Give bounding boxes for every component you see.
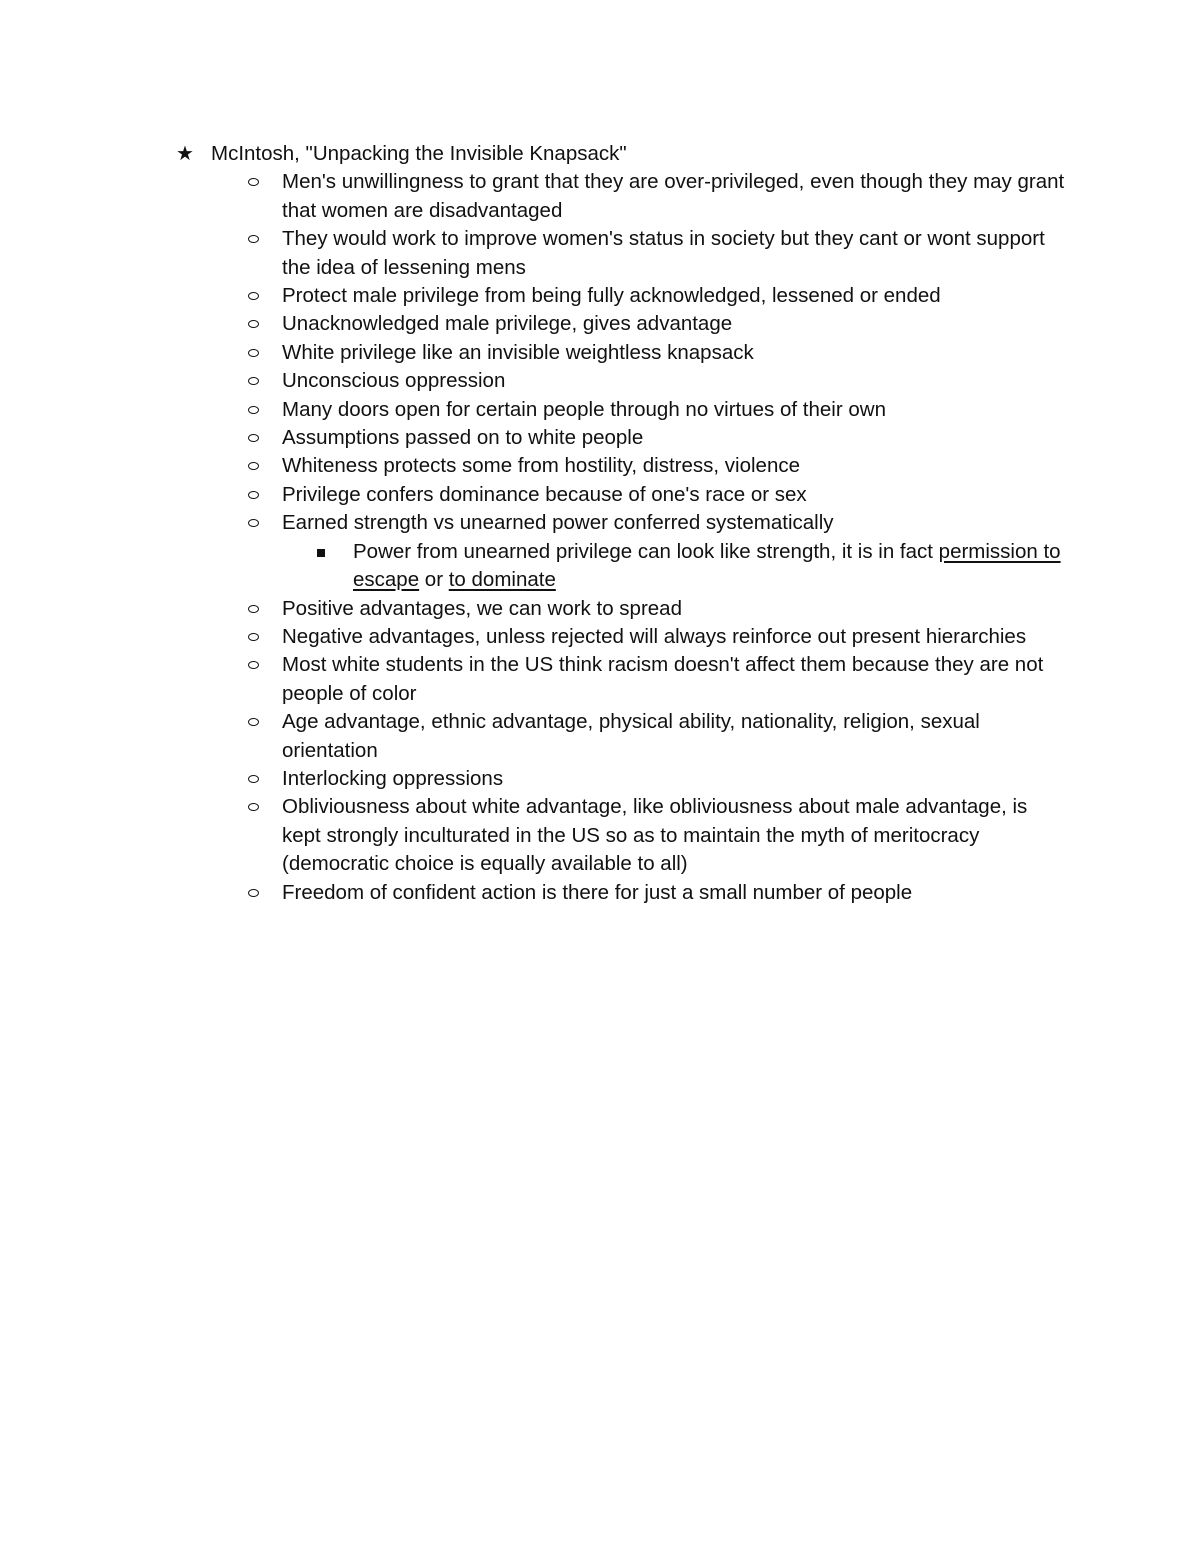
hollow-circle-icon: [248, 320, 259, 328]
hollow-circle-icon: [248, 377, 259, 385]
hollow-circle-icon: [248, 491, 259, 499]
hollow-circle-icon: [248, 406, 259, 414]
hollow-circle-icon: [248, 434, 259, 442]
list-item: [176, 879, 1066, 907]
hollow-circle-icon: [248, 889, 259, 897]
list-item: [176, 481, 1066, 509]
list-item-text: They would work to improve women's status in society but they cant or wont support the idea of lessening mens: [282, 227, 1045, 279]
list-item-text: Many doors open for certain people through no virtues of their own: [282, 397, 886, 421]
black-star-icon: ★: [176, 143, 194, 165]
hollow-circle-icon: [248, 519, 259, 527]
hollow-circle-icon: [248, 803, 259, 811]
list-item: [176, 623, 1066, 651]
list-item-text: Unconscious oppression: [282, 369, 506, 393]
hollow-circle-icon: [248, 775, 259, 783]
list-item-text: Whiteness protects some from hostility, distress, violence: [282, 454, 800, 478]
list-item-text: Negative advantages, unless rejected will always reinforce out present hierarchies: [282, 624, 1027, 648]
list-item: [176, 708, 1066, 765]
list-item-text: Assumptions passed on to white people: [282, 426, 644, 450]
hollow-circle-icon: [248, 605, 259, 613]
hollow-circle-icon: [248, 462, 259, 470]
list-item-text: Obliviousness about white advantage, like obliviousness about male advantage, is kept strongly inculturated in the US so as to maintain the myth of meritocracy (democratic choice is equally available to all): [282, 795, 1028, 876]
underlined-phrase-dominate: to dominate: [448, 568, 556, 592]
nested-text-part1: Power from unearned privilege can look like strength, it is in fact: [353, 539, 939, 563]
list-item: [176, 595, 1066, 623]
heading-text: McIntosh, "Unpacking the Invisible Knapsack": [211, 142, 627, 165]
list-item-text: Privilege confers dominance because of one's race or sex: [282, 482, 807, 506]
list-item-heading: [176, 140, 1066, 168]
list-item: [176, 765, 1066, 793]
list-item-text: Unacknowledged male privilege, gives advantage: [282, 312, 733, 336]
list-item-text: Most white students in the US think racism doesn't affect them because they are not people of color: [282, 653, 1044, 705]
list-item-text: Earned strength vs unearned power conferred systematically: [282, 511, 834, 535]
list-item: [176, 367, 1066, 395]
list-item-text: Men's unwillingness to grant that they are over-privileged, even though they may grant that women are disadvantaged: [282, 170, 1065, 222]
list-item: [176, 282, 1066, 310]
nested-list-item: [176, 538, 1066, 595]
list-item-text: Age advantage, ethnic advantage, physical ability, nationality, religion, sexual orientation: [282, 710, 980, 762]
hollow-circle-icon: [248, 235, 259, 243]
list-item: [176, 651, 1066, 708]
list-item: [176, 509, 1066, 537]
list-item: [176, 339, 1066, 367]
list-item-text: White privilege like an invisible weightless knapsack: [282, 340, 754, 364]
list-item: [176, 424, 1066, 452]
nested-text-part2: or: [419, 568, 449, 592]
list-item: [176, 793, 1066, 878]
list-item-text: Freedom of confident action is there for just a small number of people: [282, 880, 913, 904]
hollow-circle-icon: [248, 633, 259, 641]
underlined-phrase-escape: permission to escape: [353, 539, 1061, 592]
list-item: [176, 310, 1066, 338]
list-item: [176, 225, 1066, 282]
hollow-circle-icon: [248, 661, 259, 669]
list-item-text: Positive advantages, we can work to spread: [282, 596, 682, 620]
hollow-circle-icon: [248, 718, 259, 726]
nested-list-item-text: [353, 538, 1066, 595]
notes-list: [176, 140, 1066, 907]
hollow-circle-icon: [248, 349, 259, 357]
list-item: [176, 168, 1066, 225]
filled-square-icon: [317, 549, 325, 557]
hollow-circle-icon: [248, 178, 259, 186]
hollow-circle-icon: [248, 292, 259, 300]
list-item-text: Protect male privilege from being fully acknowledged, lessened or ended: [282, 284, 941, 308]
list-item: [176, 452, 1066, 480]
list-item-text: Interlocking oppressions: [282, 766, 504, 790]
list-item: [176, 396, 1066, 424]
